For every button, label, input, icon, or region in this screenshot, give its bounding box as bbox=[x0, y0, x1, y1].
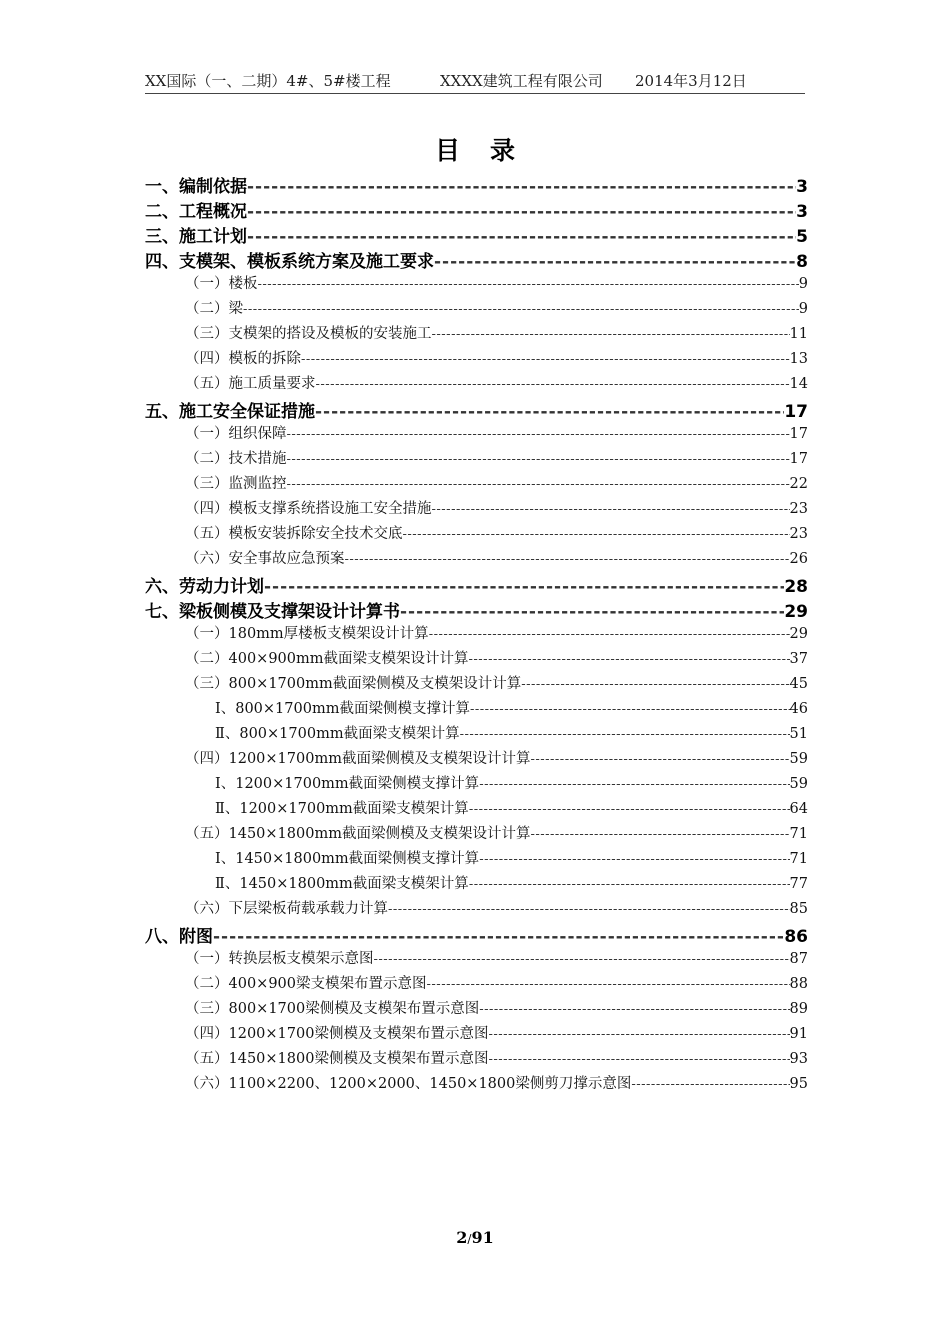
toc-entry-level-2[interactable] bbox=[145, 1047, 808, 1072]
toc-page-number: 88 bbox=[789, 976, 808, 992]
toc-dot-leader bbox=[345, 552, 790, 567]
toc-entry-level-2[interactable] bbox=[145, 972, 808, 997]
toc-entry-title: 五、施工安全保证措施 bbox=[145, 402, 315, 422]
toc-dot-leader bbox=[469, 877, 790, 892]
page-header bbox=[145, 68, 805, 94]
toc-dot-leader bbox=[488, 1027, 789, 1042]
toc-entry-level-2[interactable] bbox=[145, 272, 808, 297]
page-footer bbox=[0, 1228, 950, 1247]
toc-page-number: 46 bbox=[789, 701, 808, 717]
header-date: 2014年3月12日 bbox=[635, 72, 747, 90]
toc-dot-leader bbox=[488, 1052, 789, 1067]
toc-page-number: 95 bbox=[789, 1076, 808, 1092]
toc-page-number: 17 bbox=[789, 426, 808, 442]
toc-dot-leader bbox=[264, 577, 784, 597]
toc-dot-leader bbox=[287, 452, 790, 467]
toc-page-number: 17 bbox=[784, 402, 808, 422]
toc-entry-title: Ⅰ、800×1700mm截面梁侧模支撑计算 bbox=[215, 701, 470, 717]
toc-entry-level-2[interactable] bbox=[145, 547, 808, 572]
toc-entry-level-2[interactable] bbox=[145, 372, 808, 397]
toc-dot-leader bbox=[403, 527, 790, 542]
toc-dot-leader bbox=[287, 477, 790, 492]
page-separator: / bbox=[467, 1232, 472, 1246]
toc-dot-leader bbox=[521, 677, 789, 692]
toc-entry-title: 三、施工计划 bbox=[145, 227, 247, 247]
toc-entry-title: （二）技术措施 bbox=[185, 451, 287, 467]
toc-entry-level-2[interactable] bbox=[145, 322, 808, 347]
toc-entry-level-2[interactable] bbox=[145, 897, 808, 922]
toc-entry-title: （四）模板的拆除 bbox=[185, 351, 301, 367]
toc-dot-leader bbox=[315, 402, 784, 422]
current-page-number: 2 bbox=[456, 1228, 468, 1247]
toc-dot-leader bbox=[247, 227, 796, 247]
toc-entry-level-2[interactable] bbox=[145, 422, 808, 447]
toc-page-number: 23 bbox=[789, 526, 808, 542]
toc-entry-level-3[interactable] bbox=[145, 847, 808, 872]
toc-dot-leader bbox=[470, 702, 790, 717]
toc-entry-level-2[interactable] bbox=[145, 347, 808, 372]
toc-entry-level-2[interactable] bbox=[145, 522, 808, 547]
toc-entry-title: （五）模板安装拆除安全技术交底 bbox=[185, 526, 403, 542]
toc-page-number: 71 bbox=[789, 851, 808, 867]
toc-page-number: 3 bbox=[796, 177, 808, 197]
toc-page-number: 11 bbox=[789, 326, 808, 342]
toc-page-number: 5 bbox=[796, 227, 808, 247]
toc-entry-level-2[interactable] bbox=[145, 472, 808, 497]
toc-entry-level-2[interactable] bbox=[145, 1022, 808, 1047]
toc-dot-leader bbox=[243, 302, 799, 317]
toc-dot-leader bbox=[247, 177, 796, 197]
header-project-name: XX国际（一、二期）4#、5#楼工程 bbox=[145, 72, 391, 90]
toc-entry-title: （三）支模架的搭设及模板的安装施工 bbox=[185, 326, 432, 342]
header-company-name: XXXX建筑工程有限公司 bbox=[440, 72, 603, 90]
toc-entry-title: （四）1200×1700mm截面梁侧模及支模架设计计算 bbox=[185, 751, 531, 767]
toc-dot-leader bbox=[213, 927, 784, 947]
toc-entry-title: （六）下层梁板荷载承载力计算 bbox=[185, 901, 388, 917]
toc-page-number: 14 bbox=[789, 376, 808, 392]
toc-page-number: 29 bbox=[784, 602, 808, 622]
toc-page-number: 17 bbox=[789, 451, 808, 467]
toc-page-number: 8 bbox=[796, 252, 808, 272]
toc-entry-title: （一）转换层板支模架示意图 bbox=[185, 951, 374, 967]
toc-dot-leader bbox=[479, 852, 789, 867]
toc-entry-title: （六）安全事故应急预案 bbox=[185, 551, 345, 567]
toc-entry-title: 六、劳动力计划 bbox=[145, 577, 264, 597]
toc-dot-leader bbox=[469, 802, 790, 817]
toc-entry-level-3[interactable] bbox=[145, 722, 808, 747]
toc-dot-leader bbox=[301, 352, 790, 367]
toc-entry-level-2[interactable] bbox=[145, 1072, 808, 1097]
table-of-contents bbox=[145, 172, 808, 1097]
toc-entry-level-2[interactable] bbox=[145, 747, 808, 772]
toc-entry-level-1[interactable] bbox=[145, 397, 808, 422]
toc-entry-level-2[interactable] bbox=[145, 672, 808, 697]
toc-page-number: 89 bbox=[789, 1001, 808, 1017]
toc-entry-level-2[interactable] bbox=[145, 497, 808, 522]
toc-dot-leader bbox=[469, 652, 790, 667]
toc-entry-level-3[interactable] bbox=[145, 872, 808, 897]
toc-entry-level-1[interactable] bbox=[145, 247, 808, 272]
toc-page-number: 9 bbox=[798, 301, 808, 317]
toc-entry-title: （三）监测监控 bbox=[185, 476, 287, 492]
toc-dot-leader bbox=[429, 627, 790, 642]
toc-dot-leader bbox=[374, 952, 790, 967]
toc-page-number: 93 bbox=[789, 1051, 808, 1067]
toc-entry-level-2[interactable] bbox=[145, 647, 808, 672]
toc-entry-title: （四）1200×1700梁侧模及支模架布置示意图 bbox=[185, 1026, 489, 1042]
toc-entry-title: Ⅱ、1200×1700mm截面梁支模架计算 bbox=[215, 801, 469, 817]
toc-page-number: 87 bbox=[789, 951, 808, 967]
toc-entry-title: Ⅰ、1450×1800mm截面梁侧模支撑计算 bbox=[215, 851, 480, 867]
toc-entry-title: （五）施工质量要求 bbox=[185, 376, 316, 392]
toc-page-number: 22 bbox=[789, 476, 808, 492]
toc-entry-level-3[interactable] bbox=[145, 697, 808, 722]
toc-page-number: 85 bbox=[789, 901, 808, 917]
toc-entry-title: 七、梁板侧模及支撑架设计计算书 bbox=[145, 602, 400, 622]
toc-page-number: 86 bbox=[784, 927, 808, 947]
toc-entry-title: （二）400×900梁支模架布置示意图 bbox=[185, 976, 427, 992]
toc-page-number: 77 bbox=[789, 876, 808, 892]
toc-entry-title: 八、附图 bbox=[145, 927, 213, 947]
toc-entry-title: （四）模板支撑系统搭设施工安全措施 bbox=[185, 501, 432, 517]
toc-dot-leader bbox=[287, 427, 790, 442]
toc-entry-title: 一、编制依据 bbox=[145, 177, 247, 197]
toc-dot-leader bbox=[258, 277, 799, 292]
toc-page-number: 26 bbox=[789, 551, 808, 567]
toc-dot-leader bbox=[479, 1002, 789, 1017]
toc-dot-leader bbox=[530, 752, 789, 767]
toc-entry-title: （二）梁 bbox=[185, 301, 243, 317]
toc-entry-level-1[interactable] bbox=[145, 922, 808, 947]
toc-page-number: 59 bbox=[789, 776, 808, 792]
toc-entry-level-2[interactable] bbox=[145, 297, 808, 322]
toc-entry-level-2[interactable] bbox=[145, 622, 808, 647]
toc-dot-leader bbox=[432, 502, 790, 517]
total-page-count: 91 bbox=[471, 1228, 494, 1247]
toc-entry-title: （一）180mm厚楼板支模架设计计算 bbox=[185, 626, 429, 642]
toc-entry-title: 二、工程概况 bbox=[145, 202, 247, 222]
toc-entry-title: Ⅱ、800×1700mm截面梁支模架计算 bbox=[215, 726, 460, 742]
toc-dot-leader bbox=[388, 902, 790, 917]
toc-entry-title: （三）800×1700mm截面梁侧模及支模架设计计算 bbox=[185, 676, 522, 692]
toc-dot-leader bbox=[460, 727, 790, 742]
toc-dot-leader bbox=[400, 602, 784, 622]
toc-dot-leader bbox=[316, 377, 790, 392]
toc-dot-leader bbox=[427, 977, 790, 992]
toc-entry-level-1[interactable] bbox=[145, 597, 808, 622]
toc-page-number: 91 bbox=[789, 1026, 808, 1042]
toc-page-number: 51 bbox=[789, 726, 808, 742]
toc-page-number: 29 bbox=[789, 626, 808, 642]
toc-entry-level-2[interactable] bbox=[145, 822, 808, 847]
toc-entry-level-2[interactable] bbox=[145, 447, 808, 472]
toc-entry-title: （五）1450×1800mm截面梁侧模及支模架设计计算 bbox=[185, 826, 531, 842]
toc-entry-title: Ⅱ、1450×1800mm截面梁支模架计算 bbox=[215, 876, 469, 892]
toc-dot-leader bbox=[479, 777, 789, 792]
toc-entry-title: （三）800×1700梁侧模及支模架布置示意图 bbox=[185, 1001, 480, 1017]
toc-dot-leader bbox=[432, 327, 790, 342]
toc-entry-title: （六）1100×2200、1200×2000、1450×1800梁侧剪刀撑示意图 bbox=[185, 1076, 632, 1092]
toc-dot-leader bbox=[434, 252, 796, 272]
toc-entry-title: （一）楼板 bbox=[185, 276, 258, 292]
toc-page-number: 9 bbox=[798, 276, 808, 292]
toc-page-number: 71 bbox=[789, 826, 808, 842]
toc-page-number: 59 bbox=[789, 751, 808, 767]
toc-entry-title: （一）组织保障 bbox=[185, 426, 287, 442]
toc-dot-leader bbox=[530, 827, 789, 842]
toc-dot-leader bbox=[631, 1077, 789, 1092]
toc-entry-level-1[interactable] bbox=[145, 572, 808, 597]
toc-entry-title: 四、支模架、模板系统方案及施工要求 bbox=[145, 252, 434, 272]
toc-entry-level-3[interactable] bbox=[145, 772, 808, 797]
toc-entry-level-1[interactable] bbox=[145, 222, 808, 247]
toc-entry-title: （五）1450×1800梁侧模及支模架布置示意图 bbox=[185, 1051, 489, 1067]
toc-entry-title: Ⅰ、1200×1700mm截面梁侧模支撑计算 bbox=[215, 776, 480, 792]
toc-page-number: 23 bbox=[789, 501, 808, 517]
toc-page-number: 45 bbox=[789, 676, 808, 692]
toc-entry-level-2[interactable] bbox=[145, 947, 808, 972]
toc-entry-level-1[interactable] bbox=[145, 197, 808, 222]
toc-entry-level-3[interactable] bbox=[145, 797, 808, 822]
toc-page-number: 3 bbox=[796, 202, 808, 222]
toc-dot-leader bbox=[247, 202, 796, 222]
toc-title: 目录 bbox=[434, 136, 545, 165]
toc-page-number: 64 bbox=[789, 801, 808, 817]
toc-page-number: 13 bbox=[789, 351, 808, 367]
toc-entry-title: （二）400×900mm截面梁支模架设计计算 bbox=[185, 651, 469, 667]
toc-entry-level-2[interactable] bbox=[145, 997, 808, 1022]
toc-page-number: 28 bbox=[784, 577, 808, 597]
toc-page-number: 37 bbox=[789, 651, 808, 667]
toc-entry-level-1[interactable] bbox=[145, 172, 808, 197]
